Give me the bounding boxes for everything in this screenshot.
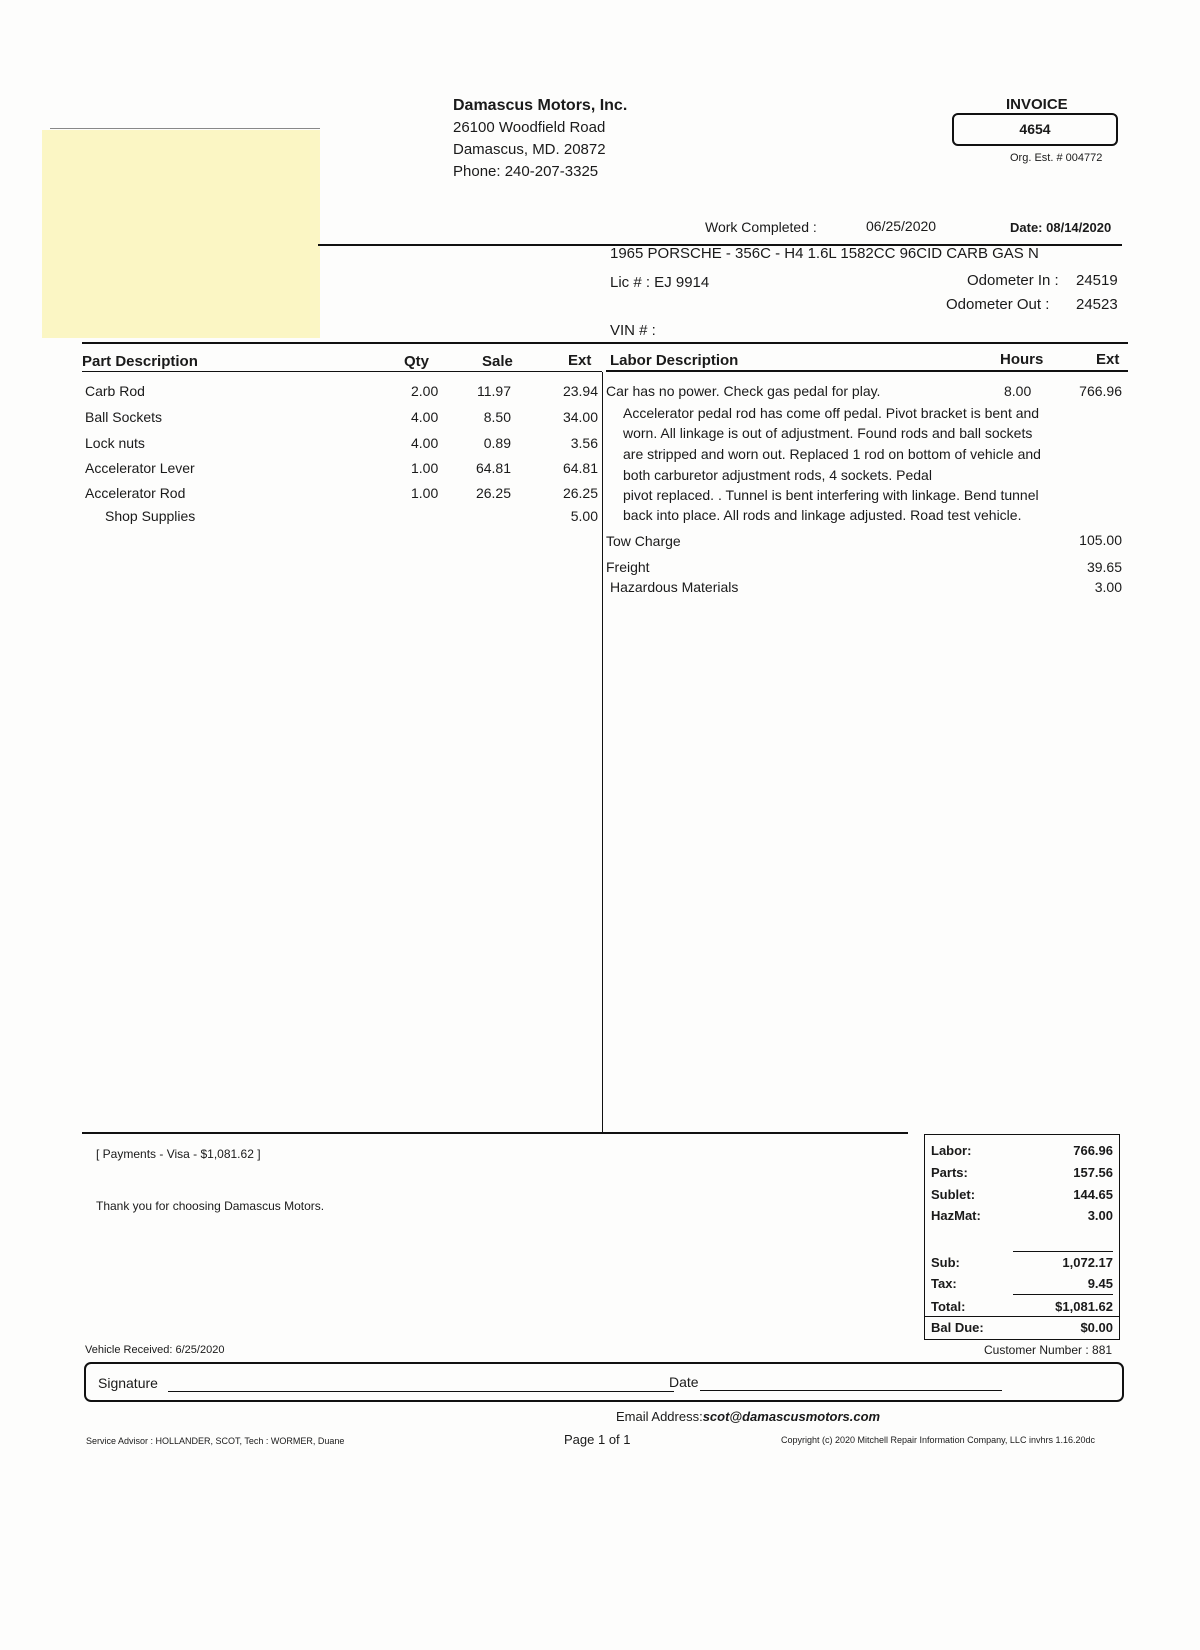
signature-box[interactable] (84, 1362, 1124, 1402)
part-qty: 4.00 (411, 435, 439, 451)
table-top-rule (82, 342, 1128, 344)
odometer-in-label: Odometer In : (967, 272, 1059, 289)
thank-you-note: Thank you for choosing Damascus Motors. (96, 1199, 325, 1213)
part-ext: 34.00 (562, 409, 598, 425)
signature-label: Signature (98, 1375, 158, 1391)
odometer-out-label: Odometer Out : (946, 296, 1050, 313)
part-qty: 1.00 (411, 460, 439, 476)
total-value: 9.45 (1087, 1276, 1113, 1291)
bal-due-rule (925, 1316, 1119, 1317)
work-completed-date: 06/25/2020 (866, 218, 937, 234)
work-completed-label: Work Completed : (705, 219, 817, 235)
total-label: Tax: (931, 1276, 957, 1291)
part-desc: Lock nuts (85, 435, 145, 451)
labor-header-desc: Labor Description (610, 352, 739, 369)
email-block (616, 1409, 880, 1424)
vin: VIN # : (610, 322, 656, 339)
total-label: Bal Due: (931, 1320, 984, 1335)
total-label: HazMat: (931, 1208, 981, 1223)
part-qty: 4.00 (411, 409, 439, 425)
labor-line: Accelerator pedal rod has come off pedal. Pivot bracket is bent and (623, 405, 1040, 421)
total-value: 3.00 (1087, 1208, 1113, 1223)
labor-title: Car has no power. Check gas pedal for play. (606, 383, 881, 399)
charge-value: 39.65 (1086, 559, 1122, 575)
invoice-label: INVOICE (1006, 96, 1068, 113)
part-qty: 2.00 (411, 383, 439, 399)
part-desc: Ball Sockets (85, 409, 163, 425)
date-line (700, 1390, 1002, 1391)
total-value: 144.65 (1073, 1187, 1113, 1202)
service-advisor: Service Advisor : HOLLANDER, SCOT, Tech : WORMER, Duane (86, 1436, 345, 1446)
total-label: Parts: (931, 1165, 968, 1180)
part-ext: 64.81 (562, 460, 598, 476)
date-label: Date (669, 1374, 699, 1390)
labor-line: both carburetor adjustment rods, 4 sockets. Pedal (623, 467, 932, 483)
vehicle-description: 1965 PORSCHE - 356C - H4 1.6L 1582CC 96CID CARB GAS N (610, 245, 1039, 262)
total-value: $1,081.62 (1055, 1299, 1113, 1314)
total-value: 1,072.17 (1062, 1255, 1113, 1270)
company-phone: Phone: 240-207-3325 (453, 163, 599, 180)
column-divider (602, 372, 603, 1132)
table-bottom-rule (82, 1132, 908, 1134)
page-number: Page 1 of 1 (564, 1432, 631, 1447)
invoice-date: Date: 08/14/2020 (1010, 220, 1112, 235)
org-est: Org. Est. # 004772 (1010, 152, 1103, 164)
total-value: 766.96 (1073, 1143, 1113, 1158)
part-ext: 3.56 (570, 435, 598, 451)
part-qty: 1.00 (411, 485, 439, 501)
charge-label: Tow Charge (606, 533, 681, 549)
shop-supplies-ext: 5.00 (570, 508, 598, 524)
total-label: Total: (931, 1299, 966, 1314)
labor-line: are stripped and worn out. Replaced 1 rod on bottom of vehicle and (623, 446, 1041, 462)
odometer-out-value: 24523 (1076, 296, 1118, 313)
totals-box (924, 1134, 1120, 1340)
part-sale: 8.50 (483, 409, 511, 425)
company-street: 26100 Woodfield Road (453, 119, 606, 136)
sticky-note (42, 130, 320, 338)
parts-header-desc: Part Description (82, 353, 198, 370)
customer-number: Customer Number : 881 (984, 1343, 1113, 1357)
part-desc: Accelerator Lever (85, 460, 195, 476)
labor-header-rule (606, 370, 1128, 372)
parts-header-ext: Ext (568, 352, 592, 369)
odometer-in-value: 24519 (1076, 272, 1118, 289)
shop-supplies-label: Shop Supplies (105, 508, 196, 524)
total-rule (1013, 1294, 1113, 1295)
parts-header-qty: Qty (404, 353, 430, 370)
divider (50, 128, 320, 129)
vehicle-received: Vehicle Received: 6/25/2020 (85, 1344, 225, 1356)
total-value: $0.00 (1080, 1320, 1113, 1335)
part-sale: 11.97 (477, 383, 511, 399)
parts-header-sale: Sale (482, 353, 513, 370)
total-label: Labor: (931, 1143, 972, 1158)
part-sale: 26.25 (475, 485, 511, 501)
labor-hours: 8.00 (1004, 383, 1032, 399)
company-name: Damascus Motors, Inc. (453, 97, 628, 114)
company-city: Damascus, MD. 20872 (453, 141, 606, 158)
invoice-number: 4654 (952, 113, 1118, 146)
charge-label: Freight (606, 559, 650, 575)
subtotal-rule (1013, 1251, 1113, 1252)
part-sale: 0.89 (483, 435, 511, 451)
part-sale: 64.81 (475, 460, 511, 476)
part-ext: 23.94 (562, 383, 598, 399)
labor-line: pivot replaced. . Tunnel is bent interfering with linkage. Bend tunnel (623, 487, 1039, 503)
labor-ext: 766.96 (1079, 383, 1122, 399)
part-ext: 26.25 (562, 485, 598, 501)
email-address[interactable]: scot@damascusmotors.com (702, 1409, 881, 1424)
labor-header-hours: Hours (1000, 351, 1044, 368)
labor-line: back into place. All rods and linkage adjusted. Road test vehicle. (623, 507, 1022, 523)
signature-line (168, 1391, 674, 1392)
part-desc: Accelerator Rod (85, 485, 186, 501)
license-plate: Lic # : EJ 9914 (610, 274, 710, 291)
labor-header-ext: Ext (1096, 351, 1120, 368)
charge-label: Hazardous Materials (610, 579, 739, 595)
email-label: Email Address: (616, 1409, 703, 1424)
copyright: Copyright (c) 2020 Mitchell Repair Information Company, LLC invhrs 1.16.20dc (781, 1435, 1095, 1445)
labor-line: worn. All linkage is out of adjustment. Found rods and ball sockets (623, 425, 1033, 441)
payments-note: [ Payments - Visa - $1,081.62 ] (96, 1147, 261, 1161)
charge-value: 105.00 (1079, 532, 1122, 548)
total-value: 157.56 (1073, 1165, 1113, 1180)
charge-value: 3.00 (1094, 579, 1122, 595)
total-label: Sub: (931, 1255, 960, 1270)
parts-header-rule (82, 371, 602, 372)
part-desc: Carb Rod (85, 383, 145, 399)
total-label: Sublet: (931, 1187, 976, 1202)
